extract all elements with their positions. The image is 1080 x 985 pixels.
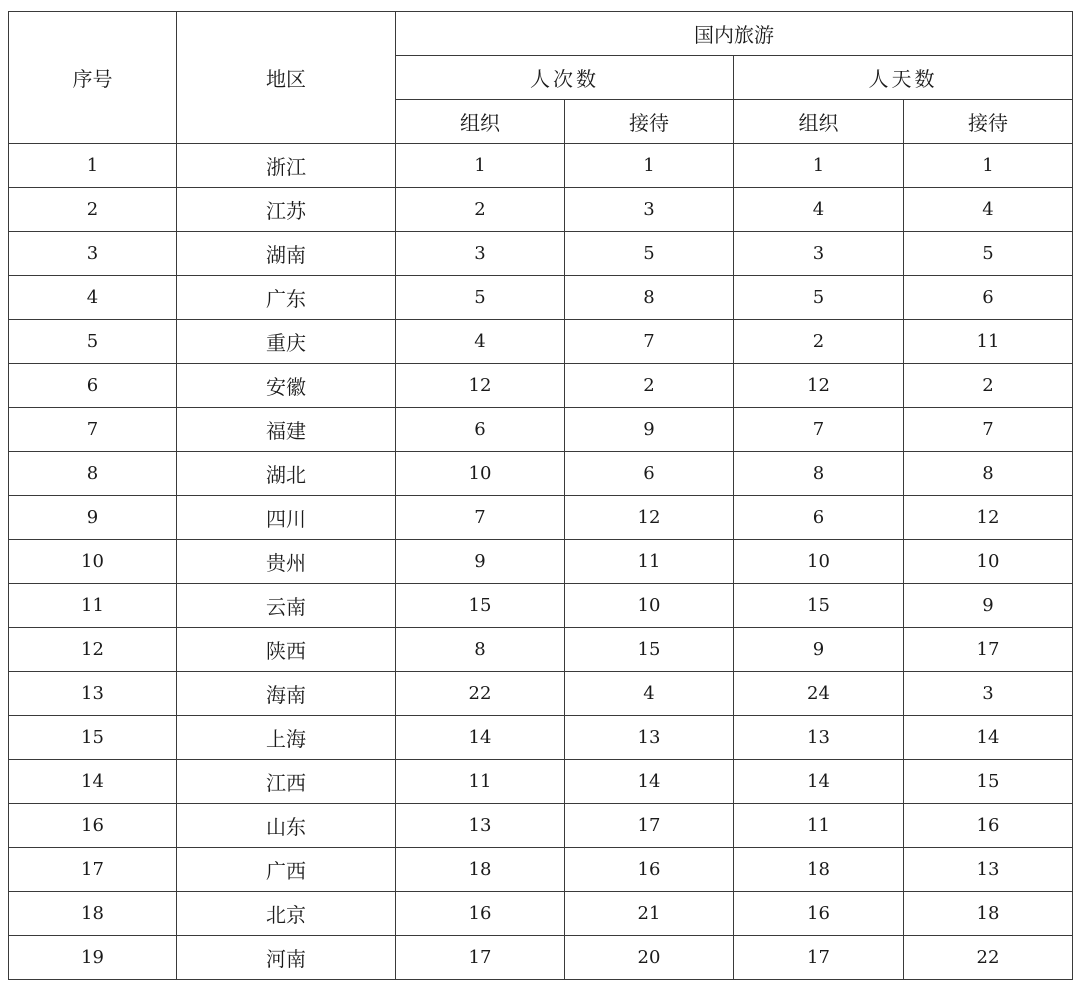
header-person-times: 人次数 xyxy=(396,56,734,100)
cell-person-times-organize: 18 xyxy=(396,848,565,892)
cell-region: 贵州 xyxy=(177,540,396,584)
cell-region: 湖北 xyxy=(177,452,396,496)
cell-region: 陕西 xyxy=(177,628,396,672)
cell-person-times-organize: 13 xyxy=(396,804,565,848)
cell-person-times-receive: 15 xyxy=(565,628,734,672)
cell-region: 山东 xyxy=(177,804,396,848)
cell-person-times-organize: 8 xyxy=(396,628,565,672)
cell-person-times-organize: 4 xyxy=(396,320,565,364)
cell-person-times-receive: 14 xyxy=(565,760,734,804)
cell-person-times-organize: 6 xyxy=(396,408,565,452)
table-row xyxy=(9,936,1073,980)
cell-seq: 15 xyxy=(9,716,177,760)
cell-person-days-organize: 8 xyxy=(734,452,904,496)
cell-person-times-organize: 12 xyxy=(396,364,565,408)
cell-person-times-organize: 9 xyxy=(396,540,565,584)
cell-region: 海南 xyxy=(177,672,396,716)
cell-region: 江西 xyxy=(177,760,396,804)
header-domestic-tourism: 国内旅游 xyxy=(396,12,1073,56)
cell-person-days-organize: 16 xyxy=(734,892,904,936)
table-row xyxy=(9,364,1073,408)
cell-person-days-receive: 5 xyxy=(904,232,1073,276)
cell-person-days-receive: 15 xyxy=(904,760,1073,804)
table-row xyxy=(9,760,1073,804)
cell-person-days-receive: 11 xyxy=(904,320,1073,364)
cell-person-days-receive: 13 xyxy=(904,848,1073,892)
cell-seq: 2 xyxy=(9,188,177,232)
cell-person-days-receive: 8 xyxy=(904,452,1073,496)
table-header xyxy=(9,12,1073,144)
cell-person-days-organize: 18 xyxy=(734,848,904,892)
table-row xyxy=(9,584,1073,628)
cell-person-days-organize: 2 xyxy=(734,320,904,364)
cell-region: 福建 xyxy=(177,408,396,452)
cell-region: 江苏 xyxy=(177,188,396,232)
cell-person-days-organize: 3 xyxy=(734,232,904,276)
cell-person-days-organize: 17 xyxy=(734,936,904,980)
cell-person-times-organize: 14 xyxy=(396,716,565,760)
cell-person-days-receive: 6 xyxy=(904,276,1073,320)
cell-person-times-organize: 17 xyxy=(396,936,565,980)
cell-seq: 5 xyxy=(9,320,177,364)
cell-seq: 8 xyxy=(9,452,177,496)
cell-seq: 7 xyxy=(9,408,177,452)
cell-person-times-receive: 10 xyxy=(565,584,734,628)
cell-region: 广东 xyxy=(177,276,396,320)
cell-person-days-organize: 4 xyxy=(734,188,904,232)
cell-person-times-receive: 2 xyxy=(565,364,734,408)
cell-person-times-receive: 7 xyxy=(565,320,734,364)
table-row xyxy=(9,408,1073,452)
cell-person-times-receive: 12 xyxy=(565,496,734,540)
cell-person-days-organize: 14 xyxy=(734,760,904,804)
cell-person-times-organize: 15 xyxy=(396,584,565,628)
cell-region: 广西 xyxy=(177,848,396,892)
cell-person-times-organize: 10 xyxy=(396,452,565,496)
cell-person-days-organize: 5 xyxy=(734,276,904,320)
table-row xyxy=(9,804,1073,848)
table-row xyxy=(9,540,1073,584)
cell-seq: 19 xyxy=(9,936,177,980)
cell-person-days-receive: 3 xyxy=(904,672,1073,716)
table-row xyxy=(9,188,1073,232)
header-person-days-organize: 组织 xyxy=(734,100,904,144)
cell-person-days-receive: 16 xyxy=(904,804,1073,848)
table-row xyxy=(9,716,1073,760)
cell-person-days-receive: 2 xyxy=(904,364,1073,408)
cell-seq: 3 xyxy=(9,232,177,276)
cell-seq: 11 xyxy=(9,584,177,628)
cell-seq: 12 xyxy=(9,628,177,672)
header-person-days-receive: 接待 xyxy=(904,100,1073,144)
cell-person-days-receive: 14 xyxy=(904,716,1073,760)
cell-region: 北京 xyxy=(177,892,396,936)
cell-region: 浙江 xyxy=(177,144,396,188)
table-row xyxy=(9,320,1073,364)
header-region: 地区 xyxy=(177,12,396,144)
table-row xyxy=(9,628,1073,672)
cell-region: 安徽 xyxy=(177,364,396,408)
cell-person-days-organize: 10 xyxy=(734,540,904,584)
table-row xyxy=(9,848,1073,892)
cell-person-days-receive: 1 xyxy=(904,144,1073,188)
cell-person-times-organize: 3 xyxy=(396,232,565,276)
cell-person-days-organize: 11 xyxy=(734,804,904,848)
cell-person-times-receive: 8 xyxy=(565,276,734,320)
cell-seq: 16 xyxy=(9,804,177,848)
cell-person-times-organize: 2 xyxy=(396,188,565,232)
cell-person-days-organize: 15 xyxy=(734,584,904,628)
cell-seq: 1 xyxy=(9,144,177,188)
cell-person-days-organize: 24 xyxy=(734,672,904,716)
cell-person-times-organize: 11 xyxy=(396,760,565,804)
cell-person-days-receive: 10 xyxy=(904,540,1073,584)
cell-person-days-receive: 7 xyxy=(904,408,1073,452)
cell-person-days-organize: 1 xyxy=(734,144,904,188)
cell-person-times-receive: 6 xyxy=(565,452,734,496)
cell-region: 云南 xyxy=(177,584,396,628)
cell-person-times-receive: 20 xyxy=(565,936,734,980)
cell-seq: 18 xyxy=(9,892,177,936)
cell-person-times-organize: 7 xyxy=(396,496,565,540)
cell-region: 河南 xyxy=(177,936,396,980)
tourism-ranking-table xyxy=(8,11,1073,980)
cell-person-times-receive: 11 xyxy=(565,540,734,584)
cell-person-days-receive: 12 xyxy=(904,496,1073,540)
cell-person-times-receive: 1 xyxy=(565,144,734,188)
cell-region: 重庆 xyxy=(177,320,396,364)
cell-person-times-receive: 9 xyxy=(565,408,734,452)
cell-person-times-organize: 22 xyxy=(396,672,565,716)
cell-seq: 4 xyxy=(9,276,177,320)
cell-person-days-organize: 13 xyxy=(734,716,904,760)
cell-person-days-receive: 17 xyxy=(904,628,1073,672)
cell-person-days-organize: 7 xyxy=(734,408,904,452)
cell-person-times-receive: 13 xyxy=(565,716,734,760)
cell-person-times-receive: 16 xyxy=(565,848,734,892)
cell-person-times-organize: 5 xyxy=(396,276,565,320)
cell-region: 湖南 xyxy=(177,232,396,276)
cell-region: 四川 xyxy=(177,496,396,540)
cell-person-days-receive: 9 xyxy=(904,584,1073,628)
cell-person-days-organize: 9 xyxy=(734,628,904,672)
cell-seq: 9 xyxy=(9,496,177,540)
table-row xyxy=(9,496,1073,540)
cell-person-times-receive: 17 xyxy=(565,804,734,848)
table-row xyxy=(9,892,1073,936)
cell-person-times-receive: 5 xyxy=(565,232,734,276)
header-person-days: 人天数 xyxy=(734,56,1073,100)
table-row xyxy=(9,232,1073,276)
table-row xyxy=(9,452,1073,496)
cell-seq: 14 xyxy=(9,760,177,804)
cell-person-times-organize: 16 xyxy=(396,892,565,936)
cell-seq: 10 xyxy=(9,540,177,584)
table-row xyxy=(9,276,1073,320)
header-seq: 序号 xyxy=(9,12,177,144)
cell-person-times-receive: 21 xyxy=(565,892,734,936)
cell-person-times-receive: 4 xyxy=(565,672,734,716)
cell-person-days-receive: 22 xyxy=(904,936,1073,980)
cell-person-days-receive: 18 xyxy=(904,892,1073,936)
cell-person-times-receive: 3 xyxy=(565,188,734,232)
table-row xyxy=(9,144,1073,188)
cell-seq: 6 xyxy=(9,364,177,408)
header-person-times-organize: 组织 xyxy=(396,100,565,144)
table-row xyxy=(9,672,1073,716)
table-body xyxy=(9,144,1073,980)
cell-region: 上海 xyxy=(177,716,396,760)
header-person-times-receive: 接待 xyxy=(565,100,734,144)
cell-person-days-organize: 12 xyxy=(734,364,904,408)
cell-person-days-receive: 4 xyxy=(904,188,1073,232)
cell-person-days-organize: 6 xyxy=(734,496,904,540)
cell-seq: 13 xyxy=(9,672,177,716)
cell-seq: 17 xyxy=(9,848,177,892)
cell-person-times-organize: 1 xyxy=(396,144,565,188)
